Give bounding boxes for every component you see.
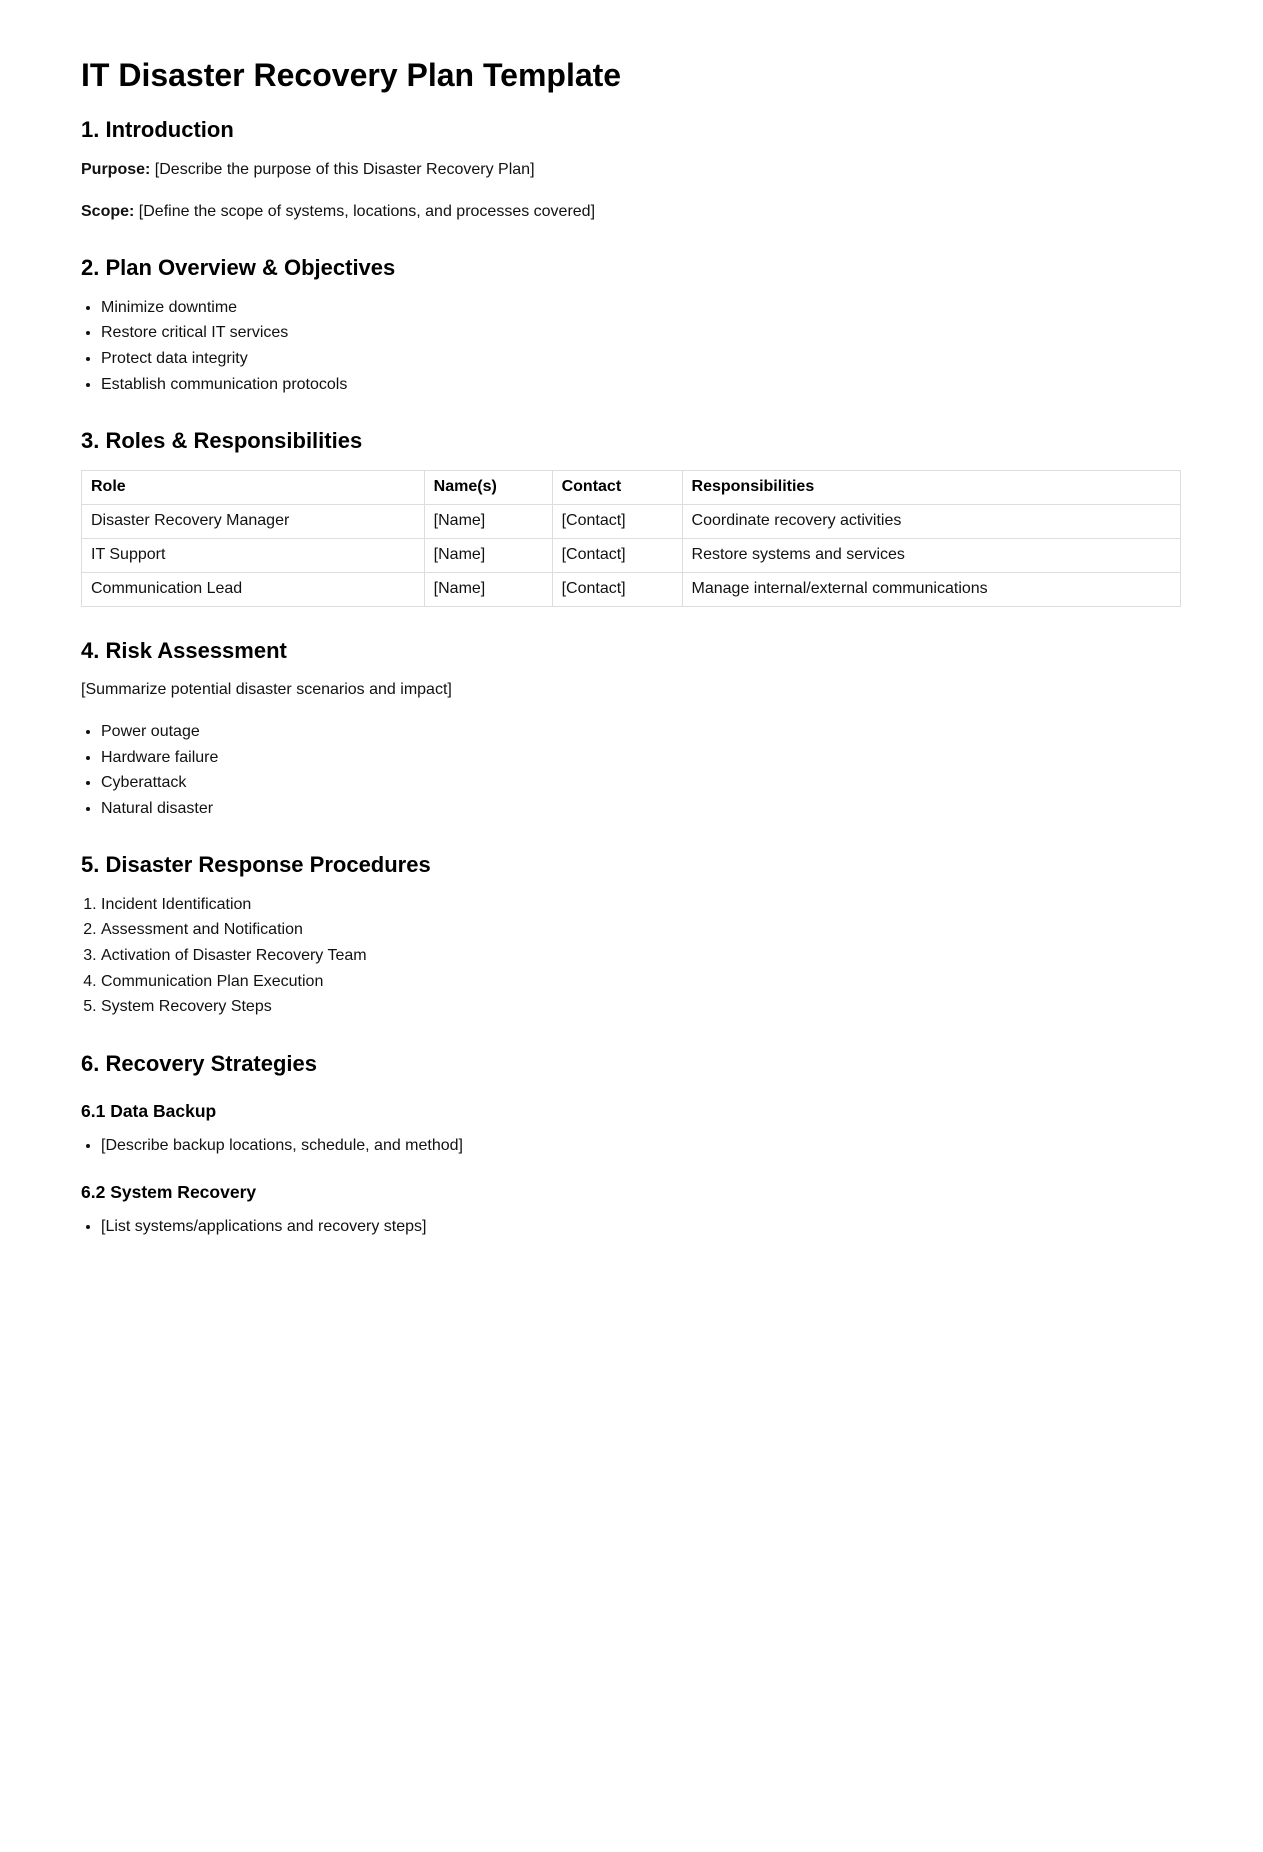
list-item: • Power outage — [101, 719, 1181, 745]
risk-summary: [Summarize potential disaster scenarios and impact] — [81, 681, 452, 699]
objectives-list — [81, 295, 1181, 397]
section-heading-overview: 2. Plan Overview & Objectives — [81, 255, 396, 281]
subsection-heading-data-backup: 6.1 Data Backup — [81, 1101, 217, 1122]
column-header-role: Role — [82, 470, 425, 504]
section-heading-procedures: 5. Disaster Response Procedures — [81, 852, 431, 878]
list-item: 5. System Recovery Steps — [101, 994, 1181, 1020]
system-recovery-list — [81, 1214, 1181, 1240]
list-item: 3. Activation of Disaster Recovery Team — [101, 943, 1181, 969]
cell-role: IT Support — [82, 538, 425, 572]
list-item: • Establish communication protocols — [101, 372, 1181, 398]
procedures-list — [81, 892, 1181, 1020]
page-title: IT Disaster Recovery Plan Template — [81, 57, 622, 93]
cell-contact: [Contact] — [552, 504, 682, 538]
cell-contact: [Contact] — [552, 572, 682, 606]
scope-label: Scope: — [81, 202, 135, 220]
column-header-names: Name(s) — [424, 470, 552, 504]
cell-contact: [Contact] — [552, 538, 682, 572]
list-item: • Hardware failure — [101, 745, 1181, 771]
list-item: • [Describe backup locations, schedule, and method] — [101, 1133, 1181, 1159]
section-overview — [81, 254, 1181, 397]
data-backup-list — [81, 1133, 1181, 1159]
table-row — [82, 538, 1181, 572]
purpose-line — [81, 157, 1181, 183]
cell-name: [Name] — [424, 504, 552, 538]
table-header-row — [82, 470, 1181, 504]
list-item: • Restore critical IT services — [101, 320, 1181, 346]
list-item: • Minimize downtime — [101, 295, 1181, 321]
table-row — [82, 572, 1181, 606]
section-strategies — [81, 1050, 1181, 1239]
list-item: 2. Assessment and Notification — [101, 917, 1181, 943]
cell-role: Disaster Recovery Manager — [82, 504, 425, 538]
cell-responsibilities: Coordinate recovery activities — [682, 504, 1180, 538]
list-item: • Protect data integrity — [101, 346, 1181, 372]
list-item: 4. Communication Plan Execution — [101, 969, 1181, 995]
list-item: • Cyberattack — [101, 770, 1181, 796]
scope-text: [Define the scope of systems, locations, and processes covered] — [134, 202, 596, 220]
risk-list — [81, 719, 1181, 821]
scope-line — [81, 199, 1181, 225]
section-heading-introduction: 1. Introduction — [81, 117, 234, 143]
column-header-responsibilities: Responsibilities — [682, 470, 1180, 504]
list-item: • [List systems/applications and recovery steps] — [101, 1214, 1181, 1240]
list-item: • Natural disaster — [101, 796, 1181, 822]
cell-name: [Name] — [424, 538, 552, 572]
section-procedures — [81, 851, 1181, 1020]
cell-name: [Name] — [424, 572, 552, 606]
section-roles — [81, 427, 1181, 607]
section-heading-risk: 4. Risk Assessment — [81, 637, 287, 663]
section-risk — [81, 637, 1181, 822]
cell-role: Communication Lead — [82, 572, 425, 606]
purpose-text: [Describe the purpose of this Disaster Recovery Plan] — [150, 160, 535, 178]
subsection-heading-system-recovery: 6.2 System Recovery — [81, 1181, 257, 1202]
section-heading-strategies: 6. Recovery Strategies — [81, 1050, 318, 1076]
section-introduction — [81, 116, 1181, 224]
table-row — [82, 504, 1181, 538]
cell-responsibilities: Manage internal/external communications — [682, 572, 1180, 606]
list-item: 1. Incident Identification — [101, 892, 1181, 918]
section-heading-roles: 3. Roles & Responsibilities — [81, 428, 363, 454]
roles-table — [81, 470, 1181, 607]
cell-responsibilities: Restore systems and services — [682, 538, 1180, 572]
column-header-contact: Contact — [552, 470, 682, 504]
purpose-label: Purpose: — [81, 160, 151, 178]
